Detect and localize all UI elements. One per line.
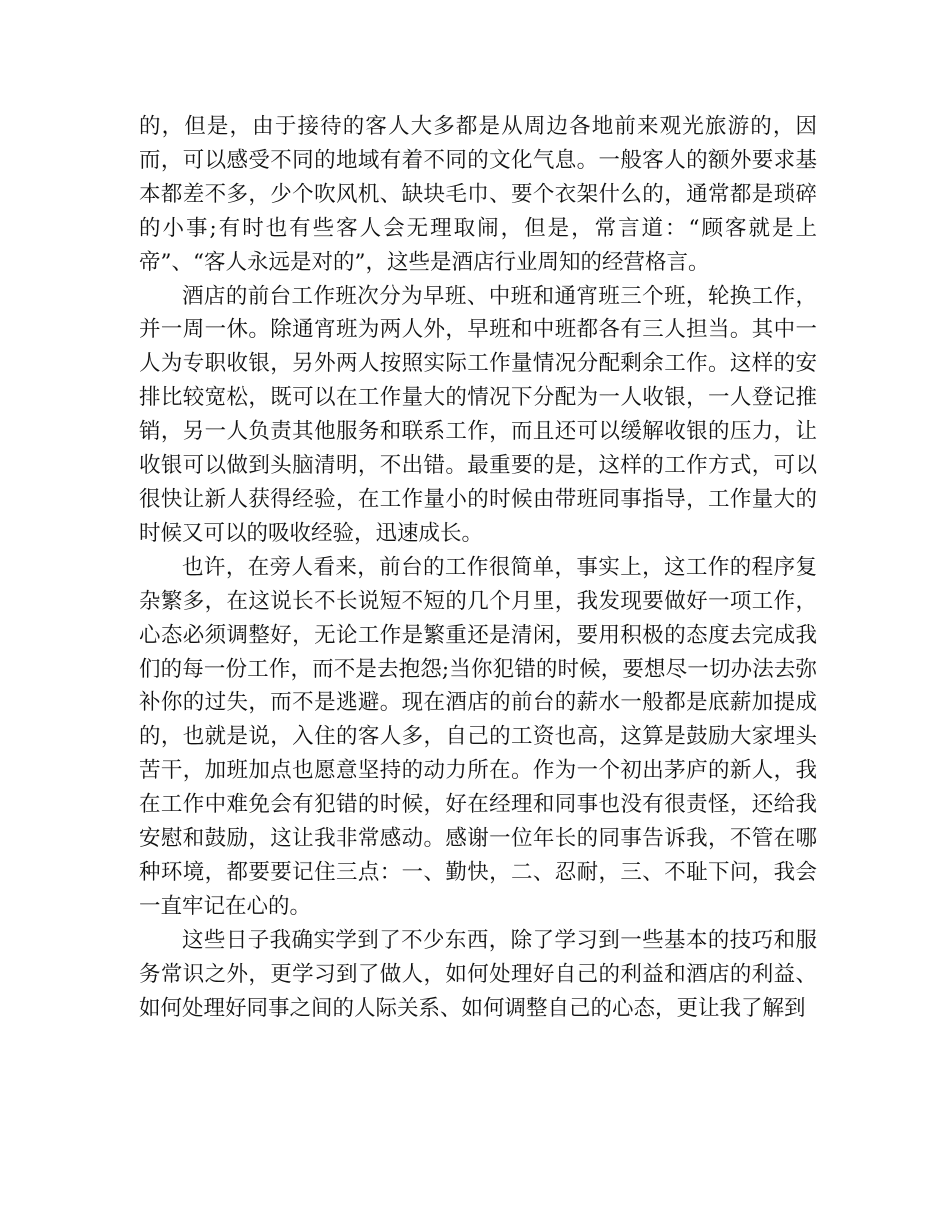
paragraph-continued: 的，但是，由于接待的客人大多都是从周边各地前来观光旅游的，因而，可以感受不同的地域有着不同的文化气息。一般客人的额外要求基本都差不多，少个吹风机、缺块毛巾、要个衣架什么的，通常都是琐碎的小事;有时也有些客人会无理取闹，但是，常言道：“顾客就是上帝”、“客人永远是对的”，这些是酒店行业周知的经营格言。 [139, 114, 817, 275]
paragraph-lessons-learned: 这些日子我确实学到了不少东西，除了学习到一些基本的技巧和服务常识之外，更学习到了做人，如何处理好自己的利益和酒店的利益、如何处理好同事之间的人际关系、如何调整自己的心态，更让我了解到 [139, 927, 817, 1021]
paragraph-work-attitude: 也许，在旁人看来，前台的工作很简单，事实上，这工作的程序复杂繁多，在这说长不长说短不短的几个月里，我发现要做好一项工作，心态必须调整好，无论工作是繁重还是清闲，要用积极的态度去完成我们的每一份工作，而不是去抱怨;当你犯错的时候，要想尽一切办法去弥补你的过失，而不是逃避。现在酒店的前台的薪水一般都是底薪加提成的，也就是说，入住的客人多，自己的工资也高，这算是鼓励大家埋头苦干，加班加点也愿意坚持的动力所在。作为一个初出茅庐的新人，我在工作中难免会有犯错的时候，好在经理和同事也没有很责怪，还给我安慰和鼓励，这让我非常感动。感谢一位年长的同事告诉我，不管在哪种环境，都要要记住三点：一、勤快，二、忍耐，三、不耻下问，我会一直牢记在心的。 [139, 554, 817, 919]
document-body [139, 110, 817, 1025]
paragraph-shift-schedule: 酒店的前台工作班次分为早班、中班和通宵班三个班，轮换工作，并一周一休。除通宵班为两人外，早班和中班都各有三人担当。其中一人为专职收银，另外两人按照实际工作量情况分配剩余工作。这样的安排比较宽松，既可以在工作量大的情况下分配为一人收银，一人登记推销，另一人负责其他服务和联系工作，而且还可以缓解收银的压力，让收银可以做到头脑清明，不出错。最重要的是，这样的工作方式，可以很快让新人获得经验，在工作量小的时候由带班同事指导，工作量大的时候又可以的吸收经验，迅速成长。 [139, 283, 817, 546]
